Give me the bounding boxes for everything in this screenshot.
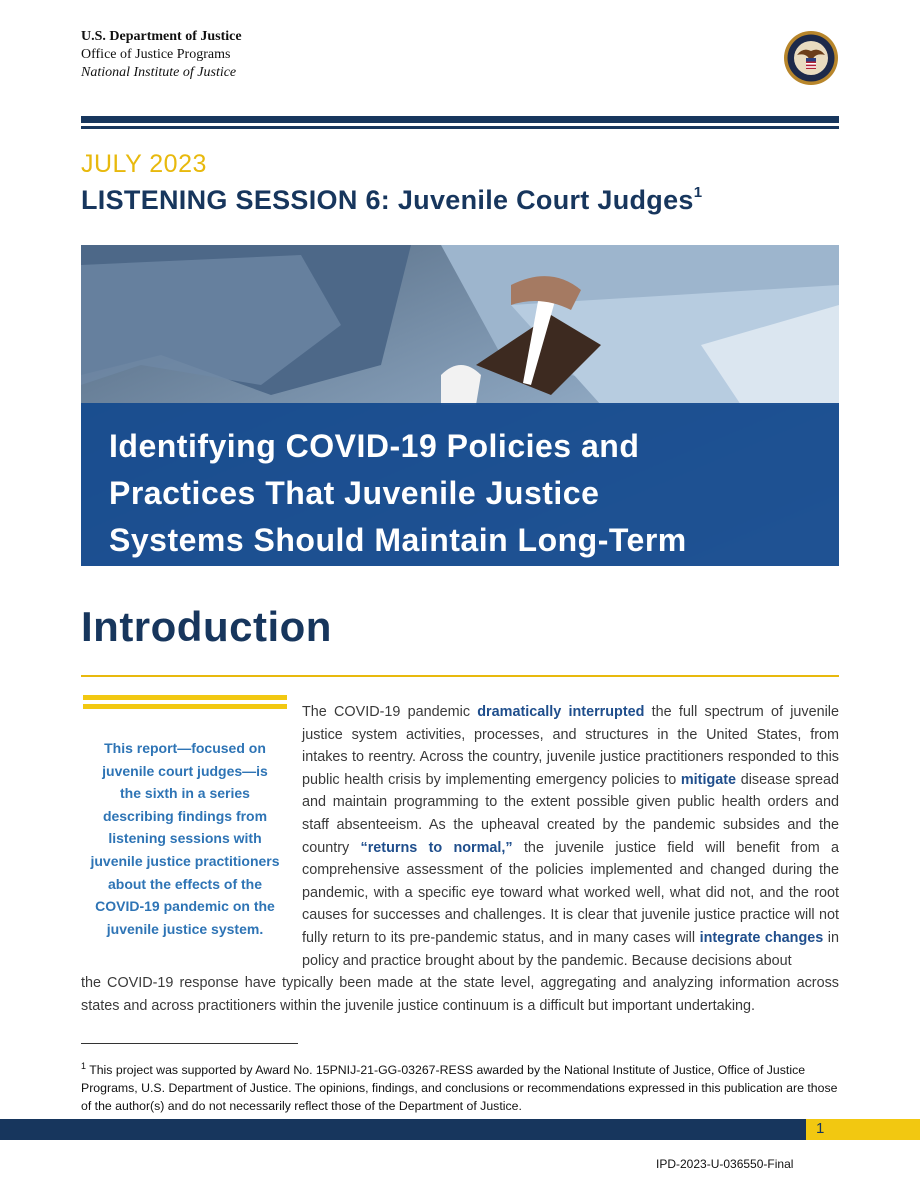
page-number: 1 — [816, 1120, 825, 1137]
session-title-text: LISTENING SESSION 6: Juvenile Court Judges — [81, 185, 694, 215]
intro-paragraph-continued: the COVID-19 response have typically been made at the state level, aggregating and analyzing information across states and across practitioners within the juvenile justice continuum is a difficult but important undertaking. — [81, 975, 839, 1014]
quote-line: juvenile justice system. — [106, 920, 264, 937]
footnote — [81, 1057, 839, 1115]
quote-line: about the effects of the — [107, 875, 262, 892]
footnote-text: This project was supported by Award No. 15PNIJ-21-GG-03267-RESS awarded by the National Institute of Justice, Office of Justice Programs, U.S. Department of Justice. The opinions, findings, and conclusions or recommendations expressed in this publication are those of the author(s) and do not necessarily reflect those of the Department of Justice. — [81, 1063, 838, 1114]
hero-title — [109, 423, 809, 564]
page-number-box — [806, 1119, 920, 1140]
hero-title-line: Practices That Juvenile Justice — [109, 475, 600, 511]
body-text: The COVID-19 pandemic — [302, 704, 478, 720]
quote-line: the sixth in a series — [120, 785, 250, 802]
quote-accent-bar — [83, 704, 287, 709]
quote-line: This report—focused on — [104, 740, 266, 756]
footer-bar — [0, 1119, 806, 1140]
header-rule-thick — [81, 116, 839, 123]
emphasis-text: mitigate — [680, 771, 737, 788]
header-rule-thin — [81, 126, 839, 129]
body-text: in policy and practice brought about by the pandemic. Because decisions about — [302, 929, 839, 969]
hero-banner — [81, 245, 839, 566]
session-footnote-ref: 1 — [693, 184, 703, 201]
quote-line: juvenile justice practitioners — [90, 852, 280, 869]
section-heading: Introduction — [81, 603, 332, 650]
hero-title-line: Systems Should Maintain Long-Term — [109, 522, 687, 558]
session-title — [81, 184, 702, 216]
sidebar-quote — [84, 737, 286, 940]
doj-seal-icon — [783, 30, 839, 86]
department-name: U.S. Department of Justice — [81, 29, 242, 44]
document-id: IPD-2023-U-036550-Final — [656, 1157, 794, 1171]
quote-line: describing findings from — [102, 807, 268, 824]
intro-paragraph — [302, 701, 839, 972]
emphasis-text: “returns to normal,” — [360, 839, 513, 856]
section-rule — [81, 675, 839, 677]
office-name: Office of Justice Programs — [81, 47, 231, 62]
hero-title-line: Identifying COVID-19 Policies and — [109, 428, 640, 464]
quote-line: juvenile court judges—is — [102, 762, 268, 779]
quote-line: COVID-19 pandemic on the — [95, 898, 275, 915]
footnote-marker: 1 — [81, 1061, 87, 1071]
body-text: disease spread and maintain programming to the extent possible given public health orders and staff absenteeism. As the upheaval created by the pandemic subsides and the country — [302, 771, 839, 856]
body-text: the full spectrum of juvenile justice system activities, processes, and structures in the United States, from intakes to reentry. Across the country, juvenile justice practitioners responded to this public health crisis by implementing emergency policies to — [302, 704, 839, 788]
body-text: the juvenile justice field will benefit from a comprehensive assessment of the policies implemented and changed during the pandemic, with a specific eye toward what worked well, what did not, and the root causes for successes and challenges. It is clear that juvenile justice practice will not fully return to its pre-pandemic status, and in many cases will — [302, 839, 839, 946]
footnote-rule — [81, 1043, 298, 1044]
emphasis-text: dramatically interrupted — [477, 704, 645, 720]
quote-accent-bar — [83, 695, 287, 700]
agency-block — [81, 28, 242, 82]
quote-line: listening sessions with — [108, 830, 262, 847]
report-date: JULY 2023 — [81, 150, 207, 178]
emphasis-text: integrate changes — [699, 929, 824, 946]
institute-name: National Institute of Justice — [81, 65, 237, 80]
